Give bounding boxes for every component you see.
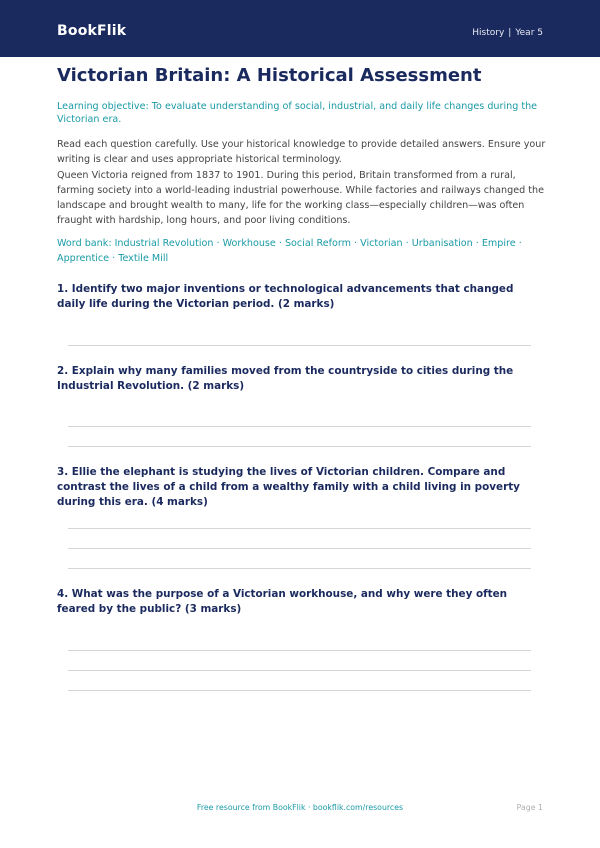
context-text: Queen Victoria reigned from 1837 to 1901. During this period, Britain transformed from a rural, farming society into a world-leading industrial powerhouse. While factories and railways changed the landscape and brought wealth to many, life for the working class—especially children—was often fraught with hardship, long hours, and poor living conditions. [57,170,544,226]
header-meta [472,28,543,38]
word-bank: Word bank: Industrial Revolution · Workhouse · Social Reform · Victorian · Urbanisation · Empire · Apprentice · Textile Mill [57,238,522,264]
answer-line[interactable] [68,690,531,691]
answer-line[interactable] [68,568,531,569]
learning-objective: Learning objective: To evaluate understanding of social, industrial, and daily life changes during the Victorian era. [57,101,538,125]
question-2: 2. Explain why many families moved from the countryside to cities during the Industrial Revolution. (2 marks) [57,365,514,392]
page-header [0,0,600,57]
answer-line[interactable] [68,446,531,447]
answer-line[interactable] [68,650,531,651]
answer-line[interactable] [68,670,531,671]
page-title: Victorian Britain: A Historical Assessment [57,65,482,86]
answer-line[interactable] [68,426,531,427]
question-3: 3. Ellie the elephant is studying the lives of Victorian children. Compare and contrast the lives of a child from a wealthy family with a child living in poverty during this era. (4 marks) [57,466,520,508]
subject-label: History [472,28,505,38]
year-label: Year 5 [515,28,543,38]
question-1: 1. Identify two major inventions or technological advancements that changed daily life during the Victorian period. (2 marks) [57,283,514,310]
question-4: 4. What was the purpose of a Victorian workhouse, and why were they often feared by the public? (3 marks) [57,588,508,615]
instructions-text: Read each question carefully. Use your historical knowledge to provide detailed answers. Ensure your writing is clear and uses appropriate historical terminology. [57,139,546,165]
footer-credit: Free resource from BookFlik · bookflik.com/resources [196,803,404,812]
answer-line[interactable] [68,528,531,529]
header-separator: | [508,28,512,38]
brand-logo: BookFlik [57,23,127,39]
page-number: Page 1 [516,803,543,812]
answer-line[interactable] [68,548,531,549]
answer-line[interactable] [68,345,531,346]
